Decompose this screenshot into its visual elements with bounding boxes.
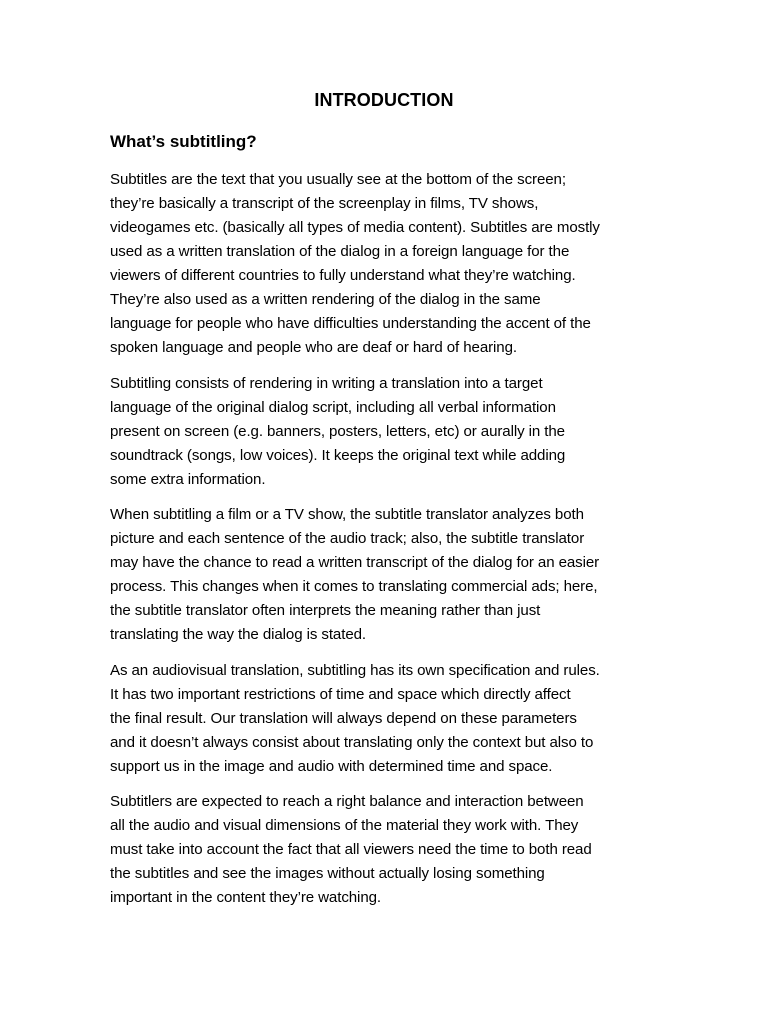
paragraph-line: process. This changes when it comes to translating commercial ads; here, (110, 578, 598, 595)
paragraph-line: support us in the image and audio with determined time and space. (110, 757, 553, 775)
paragraph-line: picture and each sentence of the audio track; also, the subtitle translator (110, 530, 585, 547)
paragraph-line: translating the way the dialog is stated. (110, 626, 367, 643)
paragraph-line: the subtitle translator often interprets the meaning rather than just (110, 602, 541, 619)
paragraph-3 (110, 503, 662, 647)
paragraph-line: must take into account the fact that all viewers need the time to both read (110, 841, 592, 858)
paragraph-line: some extra information. (110, 470, 266, 488)
paragraph-line: As an audiovisual translation, subtitling has its own specification and rules. (110, 661, 600, 679)
paragraph-5 (110, 790, 662, 910)
paragraph-line: viewers of different countries to fully understand what they’re watching. (110, 267, 576, 284)
paragraph-line: They’re also used as a written rendering of the dialog in the same (110, 291, 541, 308)
paragraph-line: important in the content they’re watching. (110, 889, 381, 906)
paragraph-line: used as a written translation of the dialog in a foreign language for the (110, 243, 570, 260)
paragraph-line: they’re basically a transcript of the screenplay in films, TV shows, (110, 195, 539, 212)
paragraph-line: spoken language and people who are deaf or hard of hearing. (110, 339, 517, 356)
section-heading: What’s subtitling? (110, 132, 257, 151)
paragraph-line: Subtitling consists of rendering in writing a translation into a target (110, 374, 543, 392)
paragraph-line: language for people who have difficulties understanding the accent of the (110, 315, 591, 332)
paragraph-line: all the audio and visual dimensions of the material they work with. They (110, 817, 579, 834)
paragraph-4 (110, 659, 662, 779)
document-title: INTRODUCTION (314, 90, 454, 110)
paragraph-line: When subtitling a film or a TV show, the subtitle translator analyzes both (110, 506, 584, 523)
paragraph-1 (110, 168, 662, 360)
paragraph-line: the subtitles and see the images without actually losing something (110, 865, 545, 882)
paragraph-line: Subtitlers are expected to reach a right balance and interaction between (110, 793, 584, 810)
paragraph-line: the final result. Our translation will always depend on these parameters (110, 709, 577, 727)
paragraph-line: soundtrack (songs, low voices). It keeps the original text while adding (110, 446, 566, 464)
document-body (110, 168, 662, 922)
paragraph-line: and it doesn’t always consist about translating only the context but also to (110, 733, 594, 751)
paragraph-line: videogames etc. (basically all types of media content). Subtitles are mostly (110, 219, 600, 236)
paragraph-line: present on screen (e.g. banners, posters, letters, etc) or aurally in the (110, 422, 565, 440)
paragraph-line: language of the original dialog script, including all verbal information (110, 398, 556, 416)
paragraph-2 (110, 372, 662, 492)
paragraph-line: It has two important restrictions of time and space which directly affect (110, 685, 571, 703)
paragraph-line: may have the chance to read a written transcript of the dialog for an easier (110, 554, 600, 571)
paragraph-line: Subtitles are the text that you usually see at the bottom of the screen; (110, 171, 566, 188)
